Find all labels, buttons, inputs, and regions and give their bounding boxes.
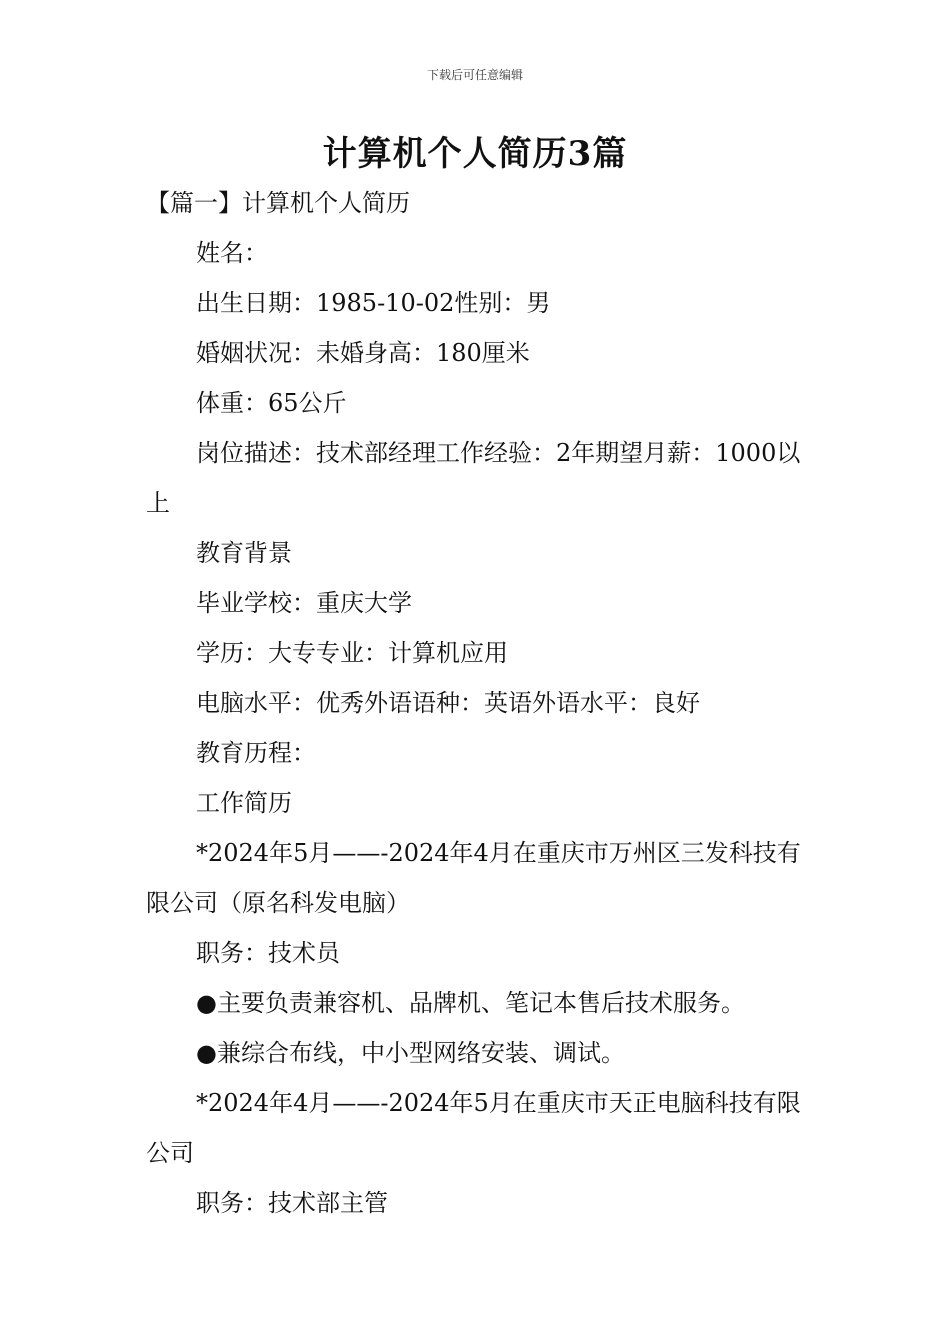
document-title: 计算机个人简历3篇	[322, 134, 628, 174]
work-entry-2-role: 职务：技术部主管	[196, 1189, 388, 1217]
work-entry-2: *2024年4月——-2024年5月在重庆市天正电脑科技有限公司	[146, 1089, 801, 1167]
work-entry-1-duty-1: ●主要负责兼容机、品牌机、笔记本售后技术服务。	[196, 989, 745, 1017]
work-heading: 工作简历	[196, 789, 292, 817]
field-marital-height: 婚姻状况：未婚身高：180厘米	[196, 339, 530, 367]
field-degree-major: 学历：大专专业：计算机应用	[196, 639, 508, 667]
section-heading: 【篇一】计算机个人简历	[146, 189, 410, 217]
field-birthdate-gender: 出生日期：1985-10-02性别：男	[196, 289, 551, 317]
field-name: 姓名：	[196, 239, 268, 267]
education-history: 教育历程：	[196, 739, 316, 767]
work-entry-1-duty-2: ●兼综合布线，中小型网络安装、调试。	[196, 1039, 625, 1067]
work-entry-1-role: 职务：技术员	[196, 939, 340, 967]
education-heading: 教育背景	[196, 539, 292, 567]
work-entry-1: *2024年5月——-2024年4月在重庆市万州区三发科技有限公司（原名科发电脑）	[146, 839, 801, 917]
field-school: 毕业学校：重庆大学	[196, 589, 412, 617]
header-note: 下载后可任意编辑	[426, 68, 523, 82]
document-body	[146, 178, 808, 1228]
field-skills: 电脑水平：优秀外语语种：英语外语水平：良好	[196, 689, 700, 717]
field-weight: 体重：65公斤	[196, 389, 347, 417]
field-position: 岗位描述：技术部经理工作经验：2年期望月薪：1000以上	[146, 439, 801, 517]
